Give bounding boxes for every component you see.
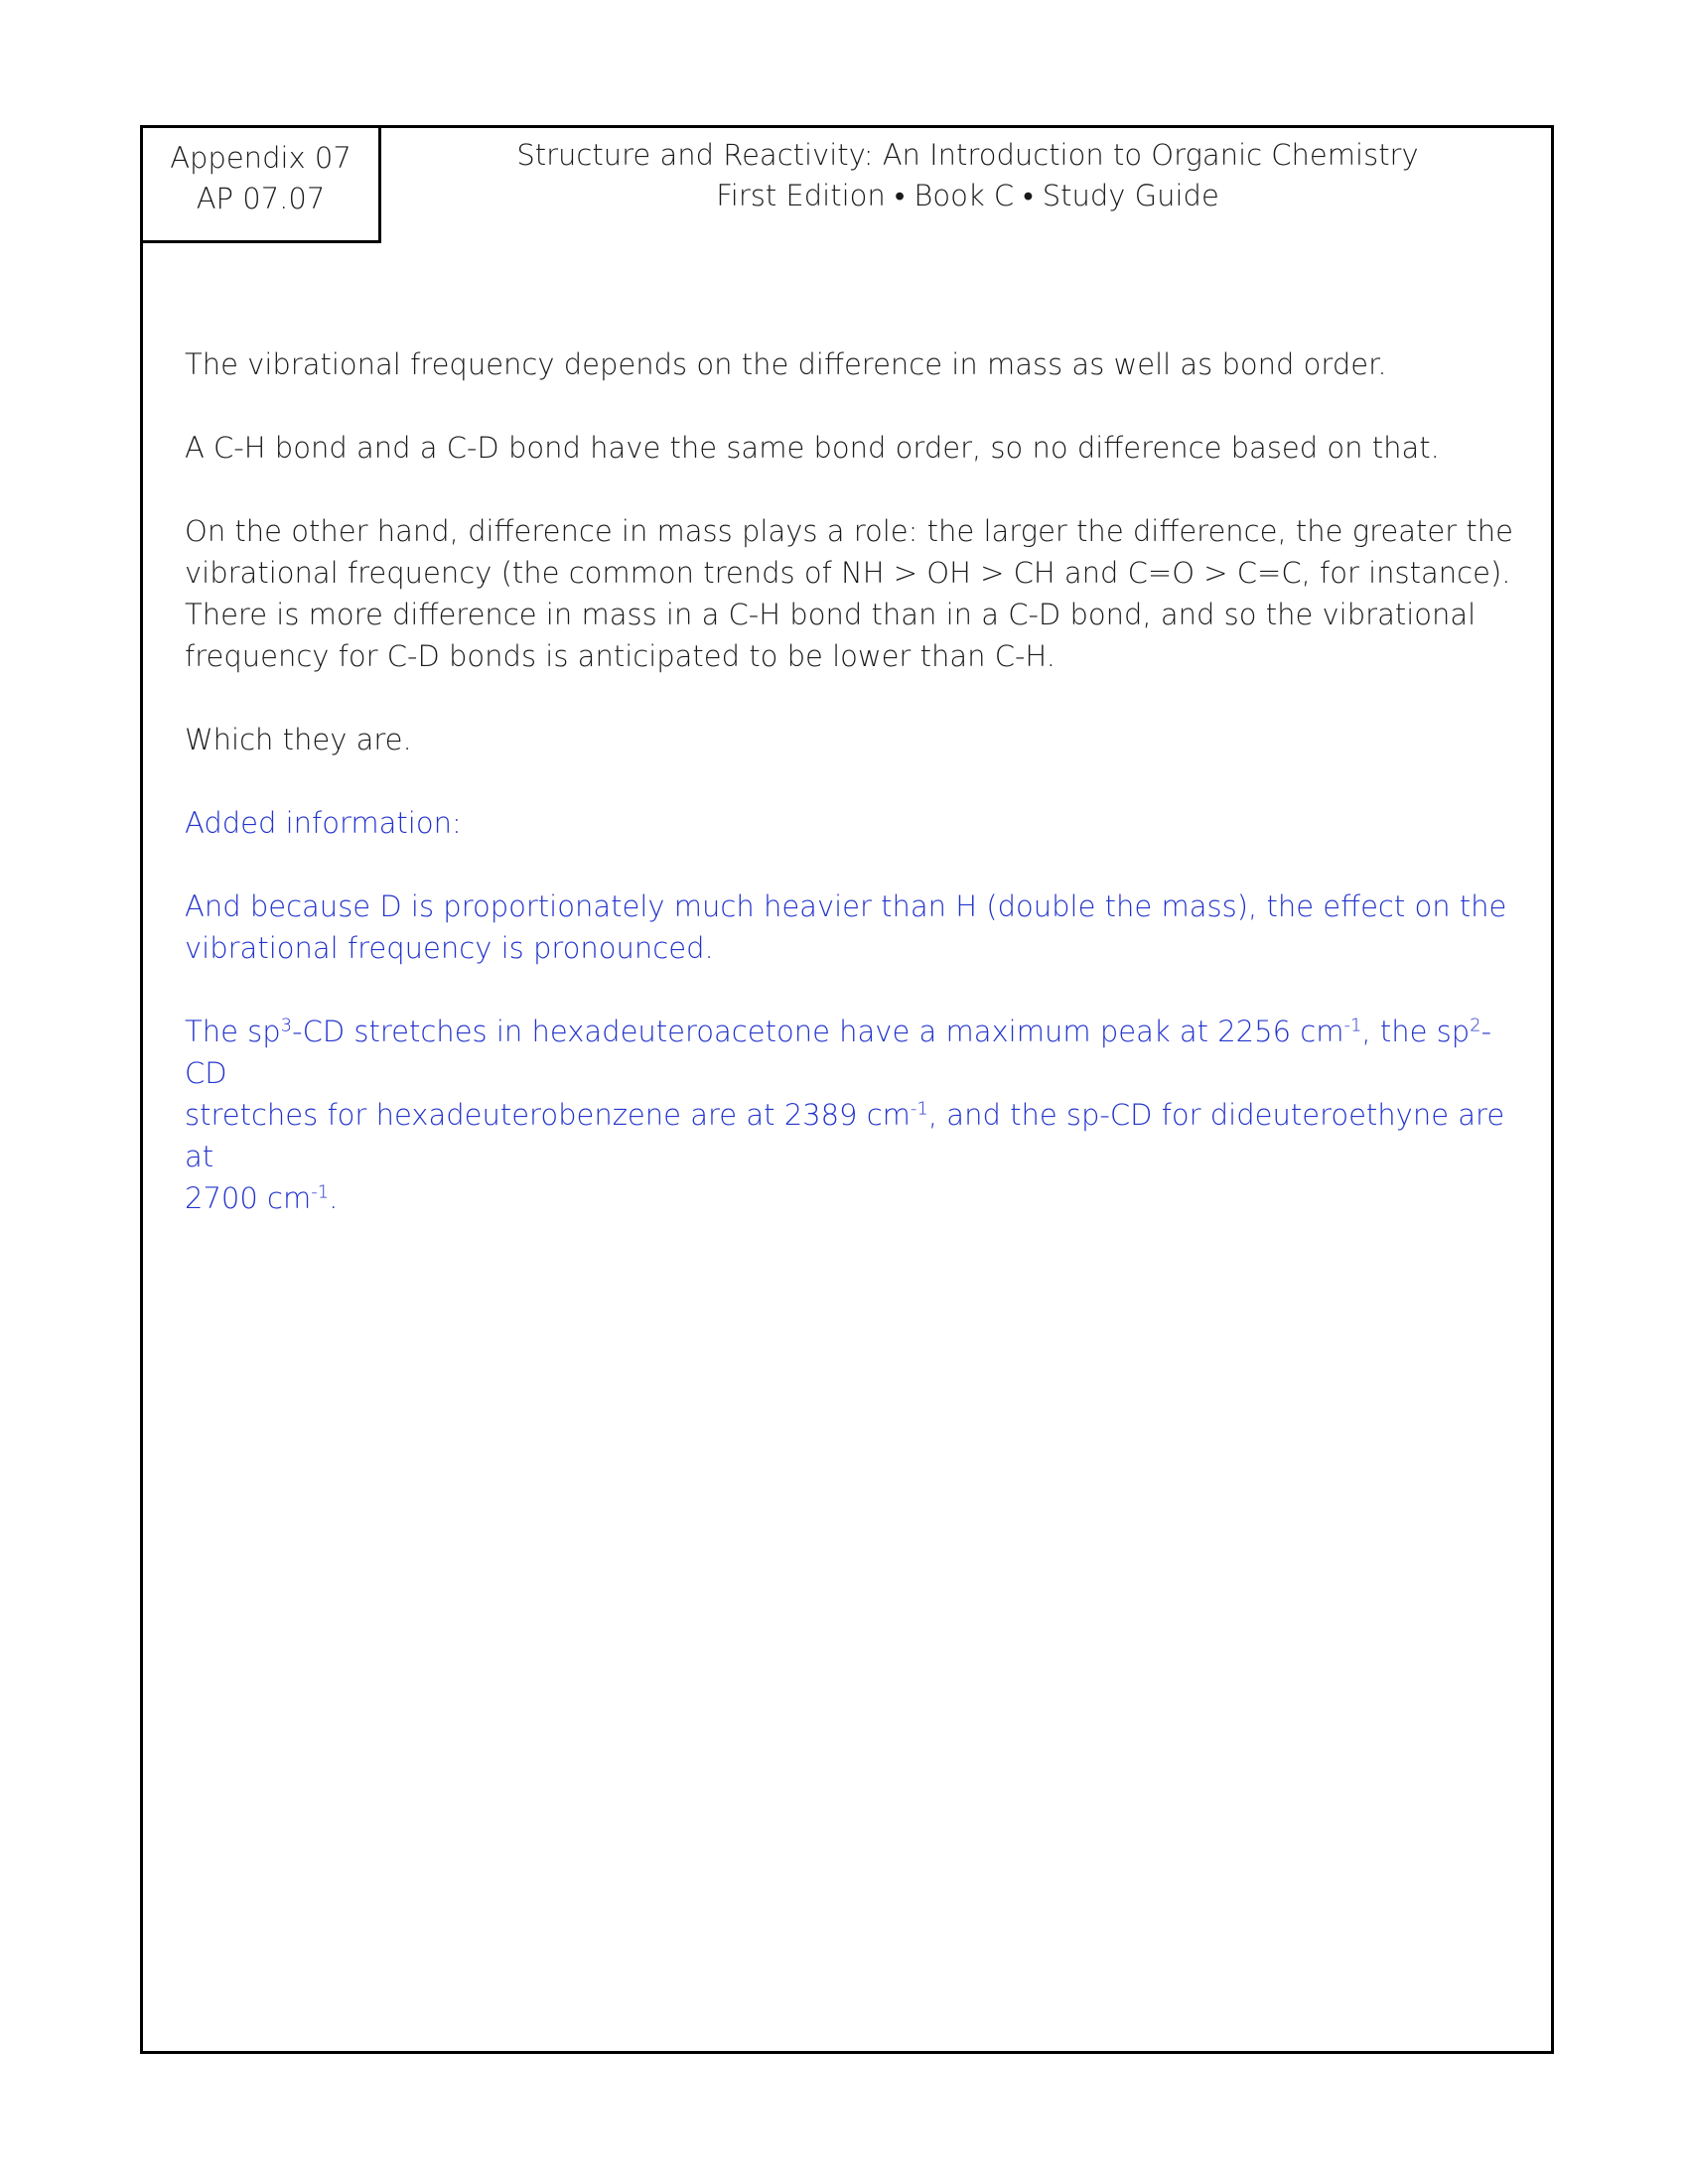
added-p2-seg-4: -CD <box>185 1015 1492 1090</box>
paragraph-1: The vibrational frequency depends on the difference in mass as well as bond order. <box>185 347 1387 381</box>
superscript-minus-1: -1 <box>910 1098 928 1120</box>
paragraph-4: Which they are. <box>185 723 412 756</box>
appendix-code: AP 07.07 <box>196 182 326 215</box>
paragraph-3-line-2: vibrational frequency (the common trends of NH > OH > CH and C=O > C=C, for instance). <box>185 556 1511 590</box>
paragraph-2: A C-H bond and a C-D bond have the same bond order, so no difference based on that. <box>185 431 1440 465</box>
appendix-label: Appendix 07 <box>170 141 352 175</box>
superscript-2: 2 <box>1470 1015 1481 1036</box>
added-p2-seg-2: -CD stretches in hexadeuteroacetone have a maximum peak at 2256 cm <box>292 1015 1344 1048</box>
added-paragraph-2 <box>185 1011 1515 1219</box>
added-information-heading: Added information: <box>185 806 462 840</box>
book-title: Structure and Reactivity: An Introduction to Organic Chemistry <box>516 138 1419 172</box>
superscript-3: 3 <box>280 1015 293 1036</box>
added-p2-seg-5: stretches for hexadeuterobenzene are at 2389 cm <box>185 1098 911 1132</box>
paragraph-3 <box>185 510 1515 677</box>
paragraph-3-line-3: There is more difference in mass in a C-H bond than in a C-D bond, and so the vibrational <box>185 598 1477 631</box>
added-paragraph-1-line-2: vibrational frequency is pronounced. <box>185 931 714 965</box>
paragraph-3-line-1: On the other hand, difference in mass plays a role: the larger the difference, the greater the <box>185 514 1513 548</box>
added-paragraph-1 <box>185 886 1515 969</box>
added-p2-seg-8: . <box>329 1181 339 1215</box>
appendix-box <box>140 125 381 243</box>
superscript-minus-1: -1 <box>311 1181 330 1203</box>
added-p2-seg-1: The sp <box>185 1015 281 1048</box>
superscript-minus-1: -1 <box>1343 1015 1362 1036</box>
book-header <box>381 135 1554 216</box>
book-subtitle: First Edition • Book C • Study Guide <box>716 179 1219 212</box>
added-p2-seg-7: 2700 cm <box>185 1181 312 1215</box>
added-p2-seg-3: , the sp <box>1361 1015 1471 1048</box>
main-content <box>185 343 1515 1261</box>
paragraph-3-line-4: frequency for C-D bonds is anticipated to be lower than C-H. <box>185 639 1055 673</box>
added-p2-seg-6: , and the sp-CD for dideuteroethyne are at <box>185 1098 1505 1173</box>
added-paragraph-1-line-1: And because D is proportionately much heavier than H (double the mass), the effect on the <box>185 889 1507 923</box>
